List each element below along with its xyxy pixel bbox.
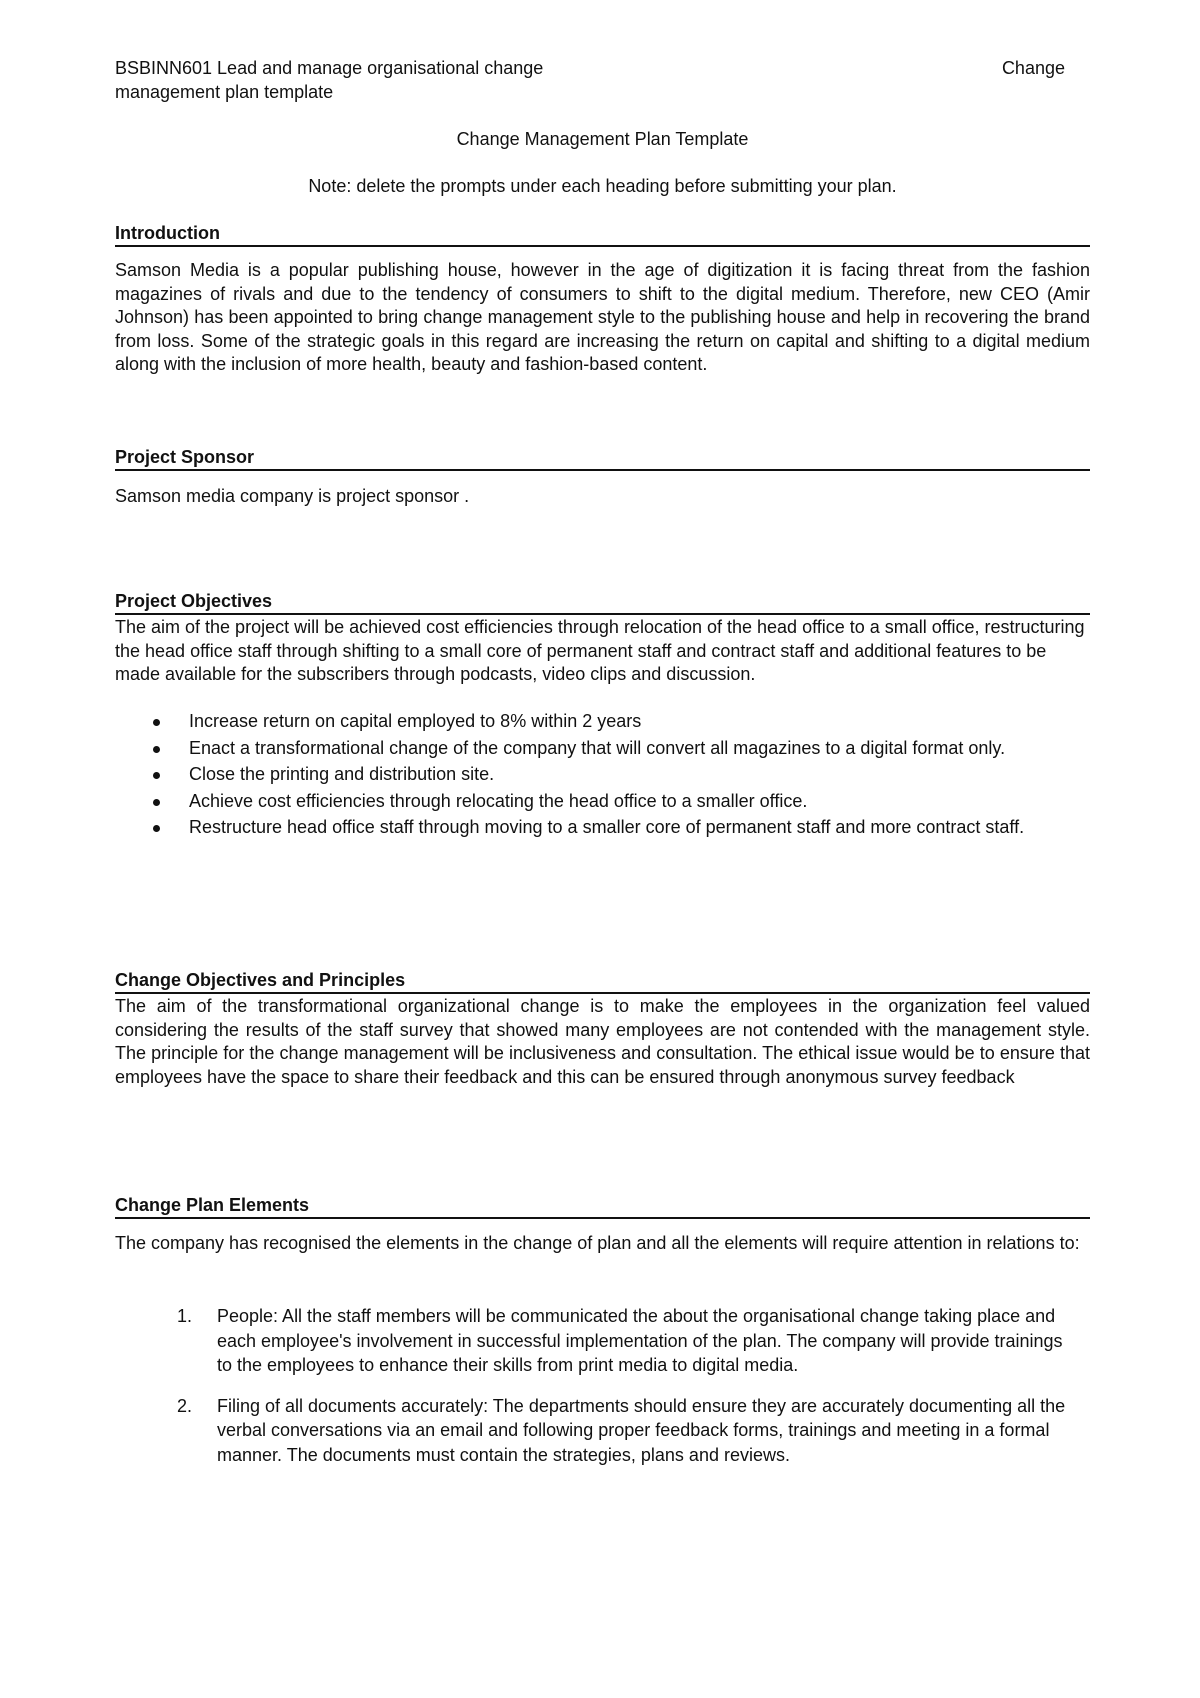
- list-item-text: Close the printing and distribution site.: [189, 764, 495, 784]
- list-item: [115, 708, 1090, 735]
- project-sponsor-heading: Project Sponsor: [115, 446, 1090, 471]
- page-header: [115, 56, 1065, 104]
- change-objectives-heading: Change Objectives and Principles: [115, 969, 1090, 994]
- header-right-word: Change: [1001, 58, 1065, 78]
- header-subtitle: management plan template: [115, 82, 334, 102]
- list-item: [115, 814, 1090, 841]
- project-objectives-body: The aim of the project will be achieved cost efficiencies through relocation of the head office to a small office, restructuring the head office staff through shifting to a small core of permanent staff and contract staff and additional features to be made available for the subscribers through podcasts, video clips and discussion.: [115, 617, 1085, 684]
- bullet-icon: [153, 799, 160, 806]
- introduction-body: Samson Media is a popular publishing house, however in the age of digitization it is facing threat from the fashion magazines of rivals and due to the tendency of consumers to shift to the digital medium. Therefore, new CEO (Amir Johnson) has been appointed to bring change management style to the publishing house and help in recovering the brand from loss. Some of the strategic goals in this regard are increasing the return on capital and shifting to a digital medium along with the inclusion of more health, beauty and fashion-based content.: [115, 260, 1090, 374]
- project-sponsor-body: Samson media company is project sponsor .: [115, 486, 470, 506]
- list-item-text: People: All the staff members will be communicated the about the organisational change taking place and each employee's involvement in successful implementation of the plan. The company will provide trainings to the employees to enhance their skills from print media to digital media.: [217, 1306, 1063, 1375]
- document-title: Change Management Plan Template: [456, 129, 749, 149]
- list-item-number: 1.: [177, 1306, 193, 1326]
- change-plan-elements-heading: Change Plan Elements: [115, 1194, 1090, 1219]
- bullet-icon: [153, 772, 160, 779]
- list-item: [115, 1304, 1090, 1378]
- bullet-icon: [153, 825, 160, 832]
- list-item: [115, 1394, 1090, 1468]
- list-item-text: Filing of all documents accurately: The departments should ensure they are accurately documenting all the verbal conversations via an email and following proper feedback forms, trainings and meeting in a formal manner. The documents must contain the strategies, plans and reviews.: [217, 1395, 1066, 1465]
- list-item-text: Achieve cost efficiencies through relocating the head office to a smaller office.: [189, 790, 808, 811]
- bullet-icon: [153, 746, 160, 753]
- submission-note: Note: delete the prompts under each heading before submitting your plan.: [308, 176, 897, 196]
- list-item-number: 2.: [177, 1395, 193, 1416]
- introduction-heading: Introduction: [115, 222, 1090, 247]
- bullet-icon: [153, 719, 160, 726]
- project-objectives-list: [115, 708, 1090, 841]
- list-item-text: Increase return on capital employed to 8% within 2 years: [189, 711, 642, 731]
- list-item: [115, 735, 1090, 762]
- list-item-text: Restructure head office staff through moving to a smaller core of permanent staff and more contract staff.: [189, 817, 1025, 837]
- project-objectives-heading: Project Objectives: [115, 590, 1090, 615]
- header-course-title: BSBINN601 Lead and manage organisational change: [115, 58, 544, 78]
- change-plan-elements-list: [115, 1304, 1090, 1467]
- list-item-text: Enact a transformational change of the company that will convert all magazines to a digital format only.: [189, 737, 1006, 758]
- list-item: [115, 761, 1090, 788]
- change-plan-elements-body: The company has recognised the elements in the change of plan and all the elements will require attention in relations to:: [115, 1233, 1080, 1253]
- list-item: [115, 788, 1090, 815]
- change-objectives-body: The aim of the transformational organizational change is to make the employees in the organization feel valued considering the results of the staff survey that showed many employees are not contended with the management style. The principle for the change management will be inclusiveness and consultation. The ethical issue would be to ensure that employees have the space to share their feedback and this can be ensured through anonymous survey feedback: [115, 996, 1090, 1087]
